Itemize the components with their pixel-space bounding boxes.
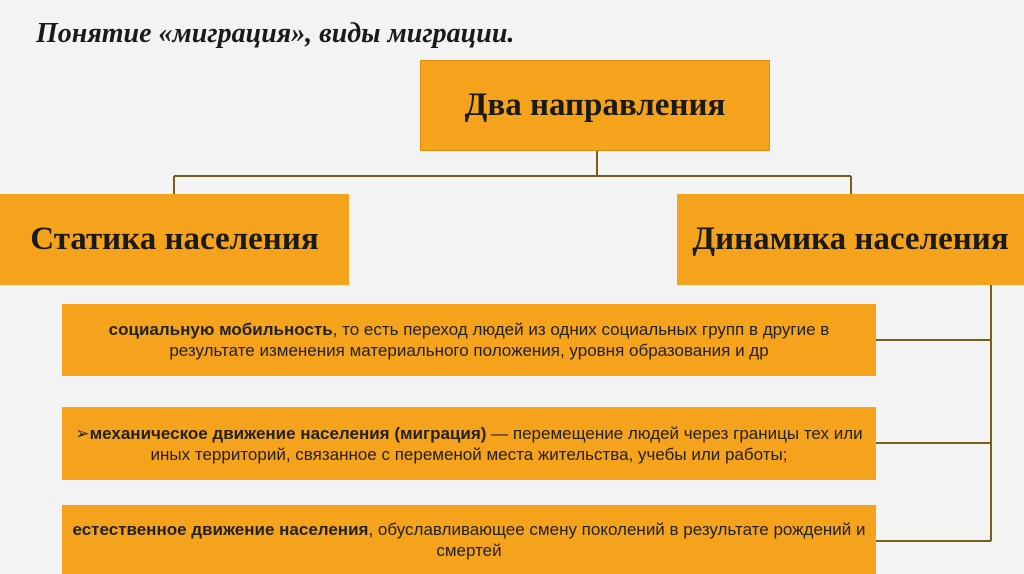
item-term: механическое движение населения (миграция): [89, 423, 487, 443]
item-description: , обуславливающее смену поколений в результате рождений и смертей: [368, 519, 866, 560]
slide-title: Понятие «миграция», виды миграции.: [36, 18, 515, 49]
statics-label: Статика населения: [30, 221, 319, 257]
dynamics-label: Динамика населения: [692, 221, 1009, 257]
item-text: [66, 423, 872, 465]
root-box: [420, 60, 770, 151]
item-term: естественное движение населения: [72, 519, 369, 539]
dynamics-box: [677, 194, 1024, 285]
root-label: Два направления: [464, 87, 726, 123]
item-text: [66, 519, 872, 561]
item-description: , то есть переход людей из одних социальных групп в другие в результате изменения материального положения, уровня образования и др: [169, 320, 830, 360]
item-description: — перемещение людей через границы тех или иных территорий, связанное с переменой места жительства, учебы или работы;: [150, 423, 863, 464]
bullet-arrow-icon: ➢: [75, 423, 90, 443]
item-term: социальную мобильность: [108, 320, 333, 339]
item-text: [66, 319, 872, 361]
item-box-mechanical-movement: [62, 407, 876, 480]
item-box-natural-movement: [62, 505, 876, 574]
statics-box: [0, 194, 349, 285]
item-box-social-mobility: [62, 304, 876, 376]
